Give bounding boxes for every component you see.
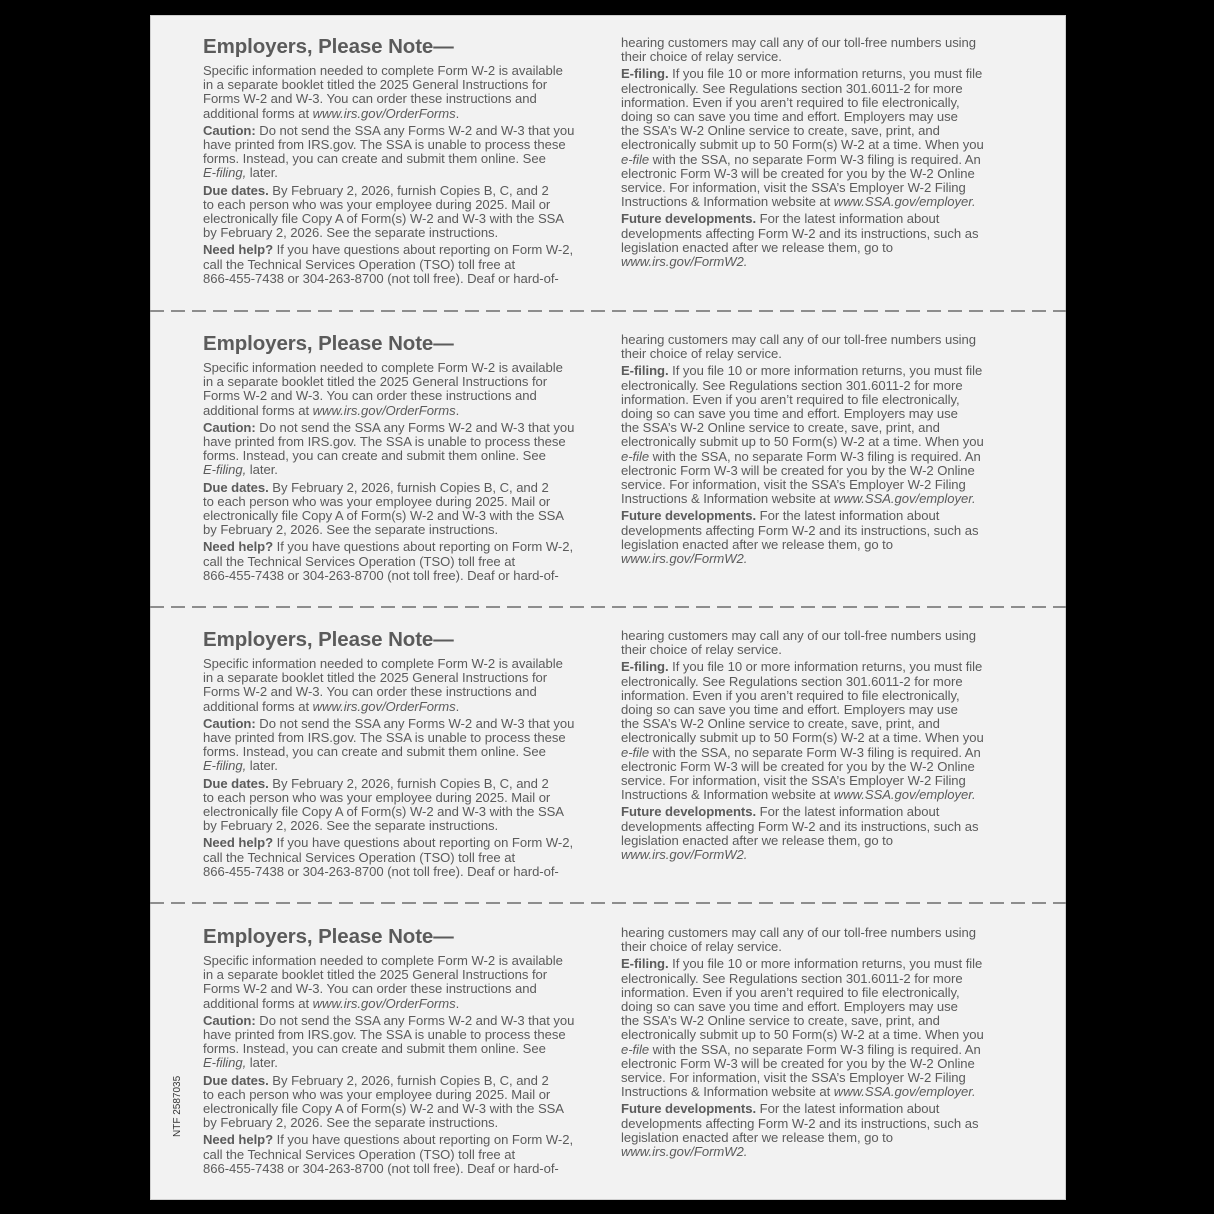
notice-panel-1 [150,15,1066,311]
right-column [621,36,1021,272]
relay-continuation: hearing customers may call any of our toll-free numbers using their choice of relay service. [621,332,977,362]
form-code: NTF 2587035 [172,1075,183,1137]
caution-paragraph: Caution: Do not send the SSA any Forms W-2 and W-3 that you have printed from IRS.gov. The SSA is unable to process these forms. Instead, you can create and submit them online. See E-filing, later. [203,122,575,181]
need-help-paragraph: Need help? If you have questions about reporting on Form W-2, call the Technical Services Operation (TSO) toll free at 866-455-7438 or 304-263-8700 (not toll free). Deaf or hard-of- [203,835,574,879]
notice-panel-2 [150,312,1066,608]
efiling-paragraph: E-filing. If you file 10 or more information returns, you must file electronically. See Regulations section 301.6011-2 for more information. Even if you aren’t required to file electronically, doing so can save you time and effort. Employers may use the SSA’s W-2 Online service to create, save, print, and electronically submit up to 50 Form(s) W-2 at a time. When you e-file with the SSA, no separate Form W-3 filing is required. An electronic Form W-3 will be created for you by the W-2 Online service. For information, visit the SSA’s Employer W-2 Filing Instructions & Information website at www.SSA.gov/employer. [621,956,984,1100]
right-column [621,333,1021,569]
notice-panel-4 [150,905,1066,1201]
due-dates-paragraph: Due dates. By February 2, 2026, furnish Copies B, C, and 2 to each person who was your employee during 2025. Mail or electronically file Copy A of Form(s) W-2 and W-3 with the SSA by February 2, 2026. See the separate instructions. [203,1072,564,1131]
need-help-paragraph: Need help? If you have questions about reporting on Form W-2, call the Technical Services Operation (TSO) toll free at 866-455-7438 or 304-263-8700 (not toll free). Deaf or hard-of- [203,1132,574,1176]
form-w2-link[interactable]: www.irs.gov/FormW2. [621,551,748,567]
order-forms-link[interactable]: www.irs.gov/OrderForms [312,105,456,121]
future-developments-paragraph: Future developments. For the latest information about developments affecting Form W-2 and its instructions, such as legislation enacted after we release them, go to www.irs.gov/FormW2. [621,804,979,863]
ssa-employer-link[interactable]: www.SSA.gov/employer. [833,1084,976,1100]
order-forms-link[interactable]: www.irs.gov/OrderForms [312,995,456,1011]
future-developments-paragraph: Future developments. For the latest information about developments affecting Form W-2 and its instructions, such as legislation enacted after we release them, go to www.irs.gov/FormW2. [621,211,979,270]
due-dates-paragraph: Due dates. By February 2, 2026, furnish Copies B, C, and 2 to each person who was your employee during 2025. Mail or electronically file Copy A of Form(s) W-2 and W-3 with the SSA by February 2, 2026. See the separate instructions. [203,775,564,834]
form-w2-link[interactable]: www.irs.gov/FormW2. [621,1144,748,1160]
future-developments-paragraph: Future developments. For the latest information about developments affecting Form W-2 and its instructions, such as legislation enacted after we release them, go to www.irs.gov/FormW2. [621,508,979,567]
caution-paragraph: Caution: Do not send the SSA any Forms W-2 and W-3 that you have printed from IRS.gov. The SSA is unable to process these forms. Instead, you can create and submit them online. See E-filing, later. [203,1012,575,1071]
notice-panel-3 [150,608,1066,904]
right-column [621,629,1021,865]
intro-paragraph: Specific information needed to complete Form W-2 is available in a separate booklet titled the 2025 General Instructions for Forms W-2 and W-3. You can order these instructions and additional forms at www.irs.gov/OrderForms. [203,656,563,714]
ssa-employer-link[interactable]: www.SSA.gov/employer. [833,491,976,507]
intro-paragraph: Specific information needed to complete Form W-2 is available in a separate booklet titled the 2025 General Instructions for Forms W-2 and W-3. You can order these instructions and additional forms at www.irs.gov/OrderForms. [203,63,563,121]
ssa-employer-link[interactable]: www.SSA.gov/employer. [833,194,976,210]
order-forms-link[interactable]: www.irs.gov/OrderForms [312,698,456,714]
intro-paragraph: Specific information needed to complete Form W-2 is available in a separate booklet titled the 2025 General Instructions for Forms W-2 and W-3. You can order these instructions and additional forms at www.irs.gov/OrderForms. [203,953,563,1011]
efiling-paragraph: E-filing. If you file 10 or more information returns, you must file electronically. See Regulations section 301.6011-2 for more information. Even if you aren’t required to file electronically, doing so can save you time and effort. Employers may use the SSA’s W-2 Online service to create, save, print, and electronically submit up to 50 Form(s) W-2 at a time. When you e-file with the SSA, no separate Form W-3 filing is required. An electronic Form W-3 will be created for you by the W-2 Online service. For information, visit the SSA’s Employer W-2 Filing Instructions & Information website at www.SSA.gov/employer. [621,363,984,507]
panel-heading: Employers, Please Note— [203,332,454,355]
need-help-paragraph: Need help? If you have questions about reporting on Form W-2, call the Technical Services Operation (TSO) toll free at 866-455-7438 or 304-263-8700 (not toll free). Deaf or hard-of- [203,539,574,583]
right-column [621,926,1021,1162]
form-w2-link[interactable]: www.irs.gov/FormW2. [621,254,748,270]
intro-paragraph: Specific information needed to complete Form W-2 is available in a separate booklet titled the 2025 General Instructions for Forms W-2 and W-3. You can order these instructions and additional forms at www.irs.gov/OrderForms. [203,360,563,418]
perforation-line [150,902,1066,904]
ssa-employer-link[interactable]: www.SSA.gov/employer. [833,787,976,803]
left-column [203,332,603,586]
panel-heading: Employers, Please Note— [203,925,454,948]
left-column [203,628,603,882]
future-developments-paragraph: Future developments. For the latest information about developments affecting Form W-2 and its instructions, such as legislation enacted after we release them, go to www.irs.gov/FormW2. [621,1101,979,1160]
order-forms-link[interactable]: www.irs.gov/OrderForms [312,402,456,418]
relay-continuation: hearing customers may call any of our toll-free numbers using their choice of relay service. [621,628,977,658]
caution-paragraph: Caution: Do not send the SSA any Forms W-2 and W-3 that you have printed from IRS.gov. The SSA is unable to process these forms. Instead, you can create and submit them online. See E-filing, later. [203,419,575,478]
left-column [203,925,603,1179]
left-column [203,35,603,289]
form-sheet [150,15,1066,1200]
relay-continuation: hearing customers may call any of our toll-free numbers using their choice of relay service. [621,925,977,955]
relay-continuation: hearing customers may call any of our toll-free numbers using their choice of relay service. [621,35,977,65]
panel-heading: Employers, Please Note— [203,35,454,58]
panel-heading: Employers, Please Note— [203,628,454,651]
need-help-paragraph: Need help? If you have questions about reporting on Form W-2, call the Technical Services Operation (TSO) toll free at 866-455-7438 or 304-263-8700 (not toll free). Deaf or hard-of- [203,242,574,286]
form-w2-link[interactable]: www.irs.gov/FormW2. [621,847,748,863]
caution-paragraph: Caution: Do not send the SSA any Forms W-2 and W-3 that you have printed from IRS.gov. The SSA is unable to process these forms. Instead, you can create and submit them online. See E-filing, later. [203,715,575,774]
due-dates-paragraph: Due dates. By February 2, 2026, furnish Copies B, C, and 2 to each person who was your employee during 2025. Mail or electronically file Copy A of Form(s) W-2 and W-3 with the SSA by February 2, 2026. See the separate instructions. [203,479,564,538]
due-dates-paragraph: Due dates. By February 2, 2026, furnish Copies B, C, and 2 to each person who was your employee during 2025. Mail or electronically file Copy A of Form(s) W-2 and W-3 with the SSA by February 2, 2026. See the separate instructions. [203,182,564,241]
efiling-paragraph: E-filing. If you file 10 or more information returns, you must file electronically. See Regulations section 301.6011-2 for more information. Even if you aren’t required to file electronically, doing so can save you time and effort. Employers may use the SSA’s W-2 Online service to create, save, print, and electronically submit up to 50 Form(s) W-2 at a time. When you e-file with the SSA, no separate Form W-3 filing is required. An electronic Form W-3 will be created for you by the W-2 Online service. For information, visit the SSA’s Employer W-2 Filing Instructions & Information website at www.SSA.gov/employer. [621,66,984,210]
efiling-paragraph: E-filing. If you file 10 or more information returns, you must file electronically. See Regulations section 301.6011-2 for more information. Even if you aren’t required to file electronically, doing so can save you time and effort. Employers may use the SSA’s W-2 Online service to create, save, print, and electronically submit up to 50 Form(s) W-2 at a time. When you e-file with the SSA, no separate Form W-3 filing is required. An electronic Form W-3 will be created for you by the W-2 Online service. For information, visit the SSA’s Employer W-2 Filing Instructions & Information website at www.SSA.gov/employer. [621,659,984,803]
